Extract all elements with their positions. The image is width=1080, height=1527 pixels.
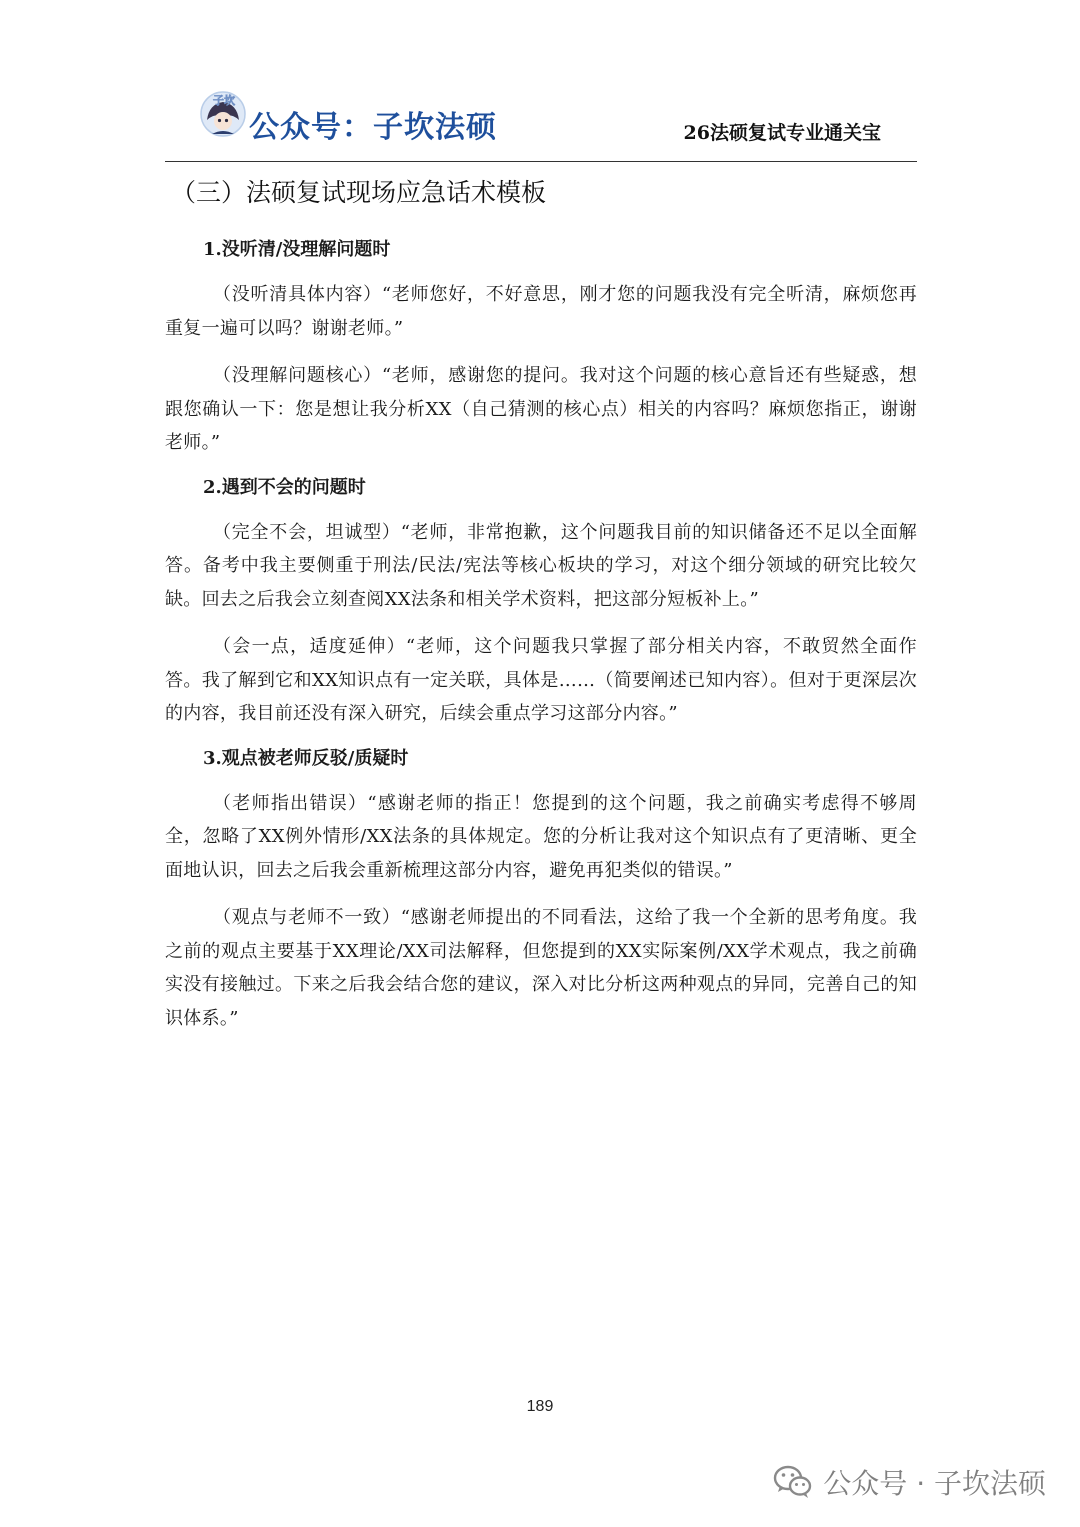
- paragraph: （老师指出错误）“感谢老师的指正！您提到的这个问题，我之前确实考虑得不够周全，忽略了XX例外情形/XX法条的具体规定。您的分析让我对这个知识点有了更清晰、更全面地认识，回去之后我会重新梳理这部分内容，避免再犯类似的错误。”: [165, 792, 917, 881]
- watermark: [773, 1460, 1046, 1504]
- subsection-heading: 1.没听清/没理解问题时: [203, 239, 391, 260]
- watermark-text: 公众号 · 子坎法硕: [823, 1467, 1046, 1500]
- paragraph: （没理解问题核心）“老师，感谢您的提问。我对这个问题的核心意旨还有些疑惑，想跟您确认一下：您是想让我分析XX（自己猜测的核心点）相关的内容吗？麻烦您指正，谢谢老师。”: [165, 365, 917, 453]
- subsection-heading: 2.遇到不会的问题时: [203, 476, 366, 498]
- section-title: （三）法硕复试现场应急话术模板: [171, 178, 547, 207]
- main-content: [165, 172, 917, 1035]
- subsection-heading: 3.观点被老师反驳/质疑时: [203, 747, 409, 769]
- wechat-icon: [773, 1464, 813, 1500]
- paragraph: （会一点，适度延伸）“老师，这个问题我只掌握了部分相关内容，不敢贸然全面作答。我了解到它和XX知识点有一定关联，具体是……（简要阐述已知内容）。但对于更深层次的内容，我目前还没有深入研究，后续会重点学习这部分内容。”: [165, 636, 917, 724]
- paragraph: （观点与老师不一致）“感谢老师提出的不同看法，这给了我一个全新的思考角度。我之前的观点主要基于XX理论/XX司法解释，但您提到的XX实际案例/XX学术观点，我之前确实没有接触过。下来之后我会结合您的建议，深入对比分析这两种观点的异同，完善自己的知识体系。”: [165, 907, 917, 1029]
- paragraph: （没听清具体内容）“老师您好，不好意思，刚才您的问题我没有完全听清，麻烦您再重复一遍可以吗？谢谢老师。”: [165, 284, 917, 339]
- page-header: [165, 84, 917, 160]
- brand-title: 公众号：子坎法硕: [249, 110, 497, 145]
- logo-text: 子坎: [213, 94, 235, 107]
- paragraph: （完全不会，坦诚型）“老师，非常抱歉，这个问题我目前的知识储备还不足以全面解答。备考中我主要侧重于刑法/民法/宪法等核心板块的学习，对这个细分领域的研究比较欠缺。回去之后我会立刻查阅XX法条和相关学术资料，把这部分短板补上。”: [165, 521, 917, 610]
- mascot-logo-icon: [197, 90, 249, 138]
- document-title: 26法硕复试专业通关宝: [683, 122, 881, 144]
- header-divider: [165, 161, 917, 162]
- page-number: 189: [526, 1398, 554, 1415]
